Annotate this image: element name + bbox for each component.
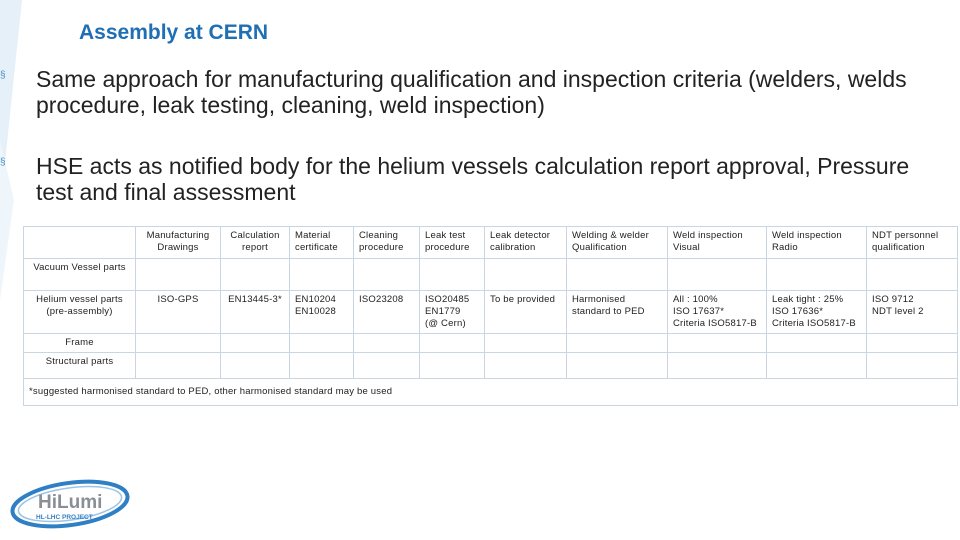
slide-title: Assembly at CERN [79, 21, 269, 44]
table-cell [567, 259, 668, 291]
header-cell: Calculation report [221, 227, 290, 259]
row-label-cell: Vacuum Vessel parts [24, 259, 136, 291]
table-cell: To be provided [485, 291, 567, 334]
header-cell: Leak test procedure [420, 227, 485, 259]
table-row [24, 334, 958, 353]
header-cell: Leak detector calibration [485, 227, 567, 259]
table-cell: Harmonised standard to PED [567, 291, 668, 334]
table-cell: EN13445-3* [221, 291, 290, 334]
header-cell: Welding & welder Qualification [567, 227, 668, 259]
table-cell [290, 353, 354, 379]
table-cell [420, 259, 485, 291]
header-cell: Manufacturing Drawings [136, 227, 221, 259]
table-row [24, 353, 958, 379]
table-cell: ISO 9712 NDT level 2 [867, 291, 958, 334]
table-cell [485, 259, 567, 291]
table-header-row [24, 227, 958, 259]
table-cell [767, 353, 867, 379]
table-cell: EN10204 EN10028 [290, 291, 354, 334]
table-cell: ISO23208 [354, 291, 420, 334]
table-cell [354, 353, 420, 379]
row-label-cell: Helium vessel parts (pre-assembly) [24, 291, 136, 334]
table-footnote: *suggested harmonised standard to PED, other harmonised standard may be used [24, 379, 958, 406]
table-cell [485, 334, 567, 353]
table-cell: All : 100% ISO 17637* Criteria ISO5817-B [668, 291, 767, 334]
table-cell [136, 353, 221, 379]
table-cell [668, 353, 767, 379]
row-label-cell: Structural parts [24, 353, 136, 379]
table-cell [567, 353, 668, 379]
svg-text:HiLumi: HiLumi [38, 492, 103, 513]
header-cell: Cleaning procedure [354, 227, 420, 259]
table-cell [221, 353, 290, 379]
table-cell: ISO20485 EN1779 (@ Cern) [420, 291, 485, 334]
header-cell: NDT personnel qualification [867, 227, 958, 259]
header-cell-empty [24, 227, 136, 259]
table-cell [420, 353, 485, 379]
table-cell [354, 259, 420, 291]
table-cell [867, 334, 958, 353]
standards-table-container [23, 226, 957, 406]
bullet-marker: § [0, 70, 6, 81]
hilumi-logo [8, 478, 132, 530]
header-cell: Material certificate [290, 227, 354, 259]
table-cell [221, 334, 290, 353]
table-cell [221, 259, 290, 291]
row-label-cell: Frame [24, 334, 136, 353]
table-cell [290, 334, 354, 353]
table-cell [136, 259, 221, 291]
table-cell [290, 259, 354, 291]
table-row [24, 259, 958, 291]
table-row [24, 291, 958, 334]
table-cell [136, 334, 221, 353]
table-cell [485, 353, 567, 379]
svg-text:HL-LHC PROJECT: HL-LHC PROJECT [36, 514, 93, 521]
table-cell [420, 334, 485, 353]
header-cell: Weld inspection Visual [668, 227, 767, 259]
bullet-text: HSE acts as notified body for the helium vessels calculation report approval, Pressure test and final assessment [36, 153, 910, 205]
table-cell [767, 259, 867, 291]
table-footnote-row [24, 379, 958, 406]
table-cell [668, 259, 767, 291]
table-cell [567, 334, 668, 353]
bullet-marker: § [0, 157, 6, 168]
table-cell: ISO-GPS [136, 291, 221, 334]
table-cell [668, 334, 767, 353]
header-cell: Weld inspection Radio [767, 227, 867, 259]
table-cell: Leak tight : 25% ISO 17636* Criteria ISO5817-B [767, 291, 867, 334]
standards-table [23, 226, 958, 406]
table-cell [867, 353, 958, 379]
table-cell [767, 334, 867, 353]
table-cell [354, 334, 420, 353]
table-cell [867, 259, 958, 291]
bullet-text: Same approach for manufacturing qualification and inspection criteria (welders, welds procedure, leak testing, cleaning, weld inspection) [36, 66, 907, 118]
